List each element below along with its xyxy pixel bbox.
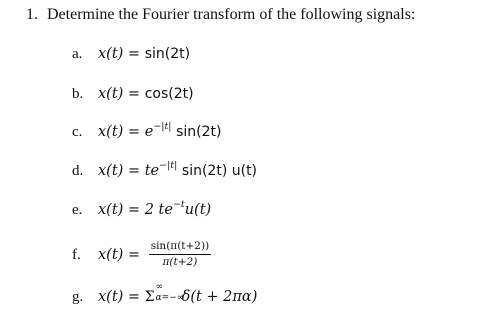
item-letter: g. xyxy=(72,289,84,305)
fraction-numerator: sin(π(t+2)) xyxy=(149,240,212,255)
question-heading xyxy=(26,6,415,24)
question-number: 1. xyxy=(26,6,38,23)
equation xyxy=(98,121,222,140)
equation-lhs: x(t) = xyxy=(98,124,141,140)
equation-lhs: x(t) = xyxy=(98,86,141,102)
equation-rhs: sin(2t) xyxy=(176,124,222,140)
item-b xyxy=(72,83,194,105)
fraction-denominator: π(t+2) xyxy=(162,256,198,268)
equation-lhs: x(t) = xyxy=(98,46,141,62)
upper-limit: ∞ xyxy=(155,282,164,292)
summation-limits xyxy=(155,282,185,305)
equation-lhs: x(t) = xyxy=(98,246,141,263)
item-e xyxy=(72,199,211,221)
exponent: −|t| xyxy=(159,160,178,171)
equation-rhs: sin(2t) u(t) xyxy=(181,163,258,179)
fraction xyxy=(149,240,212,269)
exponent: −t xyxy=(172,199,185,210)
item-d xyxy=(72,160,257,182)
lower-limit: α=−∞ xyxy=(155,293,185,303)
item-letter: f. xyxy=(72,246,81,263)
item-a xyxy=(72,43,190,65)
summation-symbol: Σ xyxy=(144,289,155,305)
item-letter: c. xyxy=(72,124,83,140)
exponential-base: te xyxy=(144,163,160,179)
exponent: −|t| xyxy=(153,121,172,132)
equation xyxy=(98,199,212,218)
item-letter: a. xyxy=(72,46,83,62)
exponential-base: 2 te xyxy=(144,202,173,218)
equation-rhs: δ(t + 2πα) xyxy=(181,289,258,305)
item-f xyxy=(72,240,211,268)
equation-lhs: x(t) = xyxy=(98,289,141,305)
equation-lhs: x(t) = xyxy=(98,163,141,179)
exponential-base: e xyxy=(144,124,154,140)
equation-lhs: x(t) = xyxy=(98,202,141,218)
equation xyxy=(98,160,258,179)
question-text: Determine the Fourier transform of the following signals: xyxy=(47,6,416,23)
item-letter: d. xyxy=(72,163,84,179)
equation xyxy=(98,46,190,62)
equation-rhs: cos(2t) xyxy=(144,86,194,102)
item-letter: e. xyxy=(72,202,83,218)
item-g xyxy=(72,282,258,307)
equation xyxy=(98,86,194,102)
equation-rhs: u(t) xyxy=(184,202,212,218)
equation xyxy=(98,282,258,305)
item-c xyxy=(72,121,221,143)
equation-rhs: sin(2t) xyxy=(144,46,191,62)
item-letter: b. xyxy=(72,86,84,102)
